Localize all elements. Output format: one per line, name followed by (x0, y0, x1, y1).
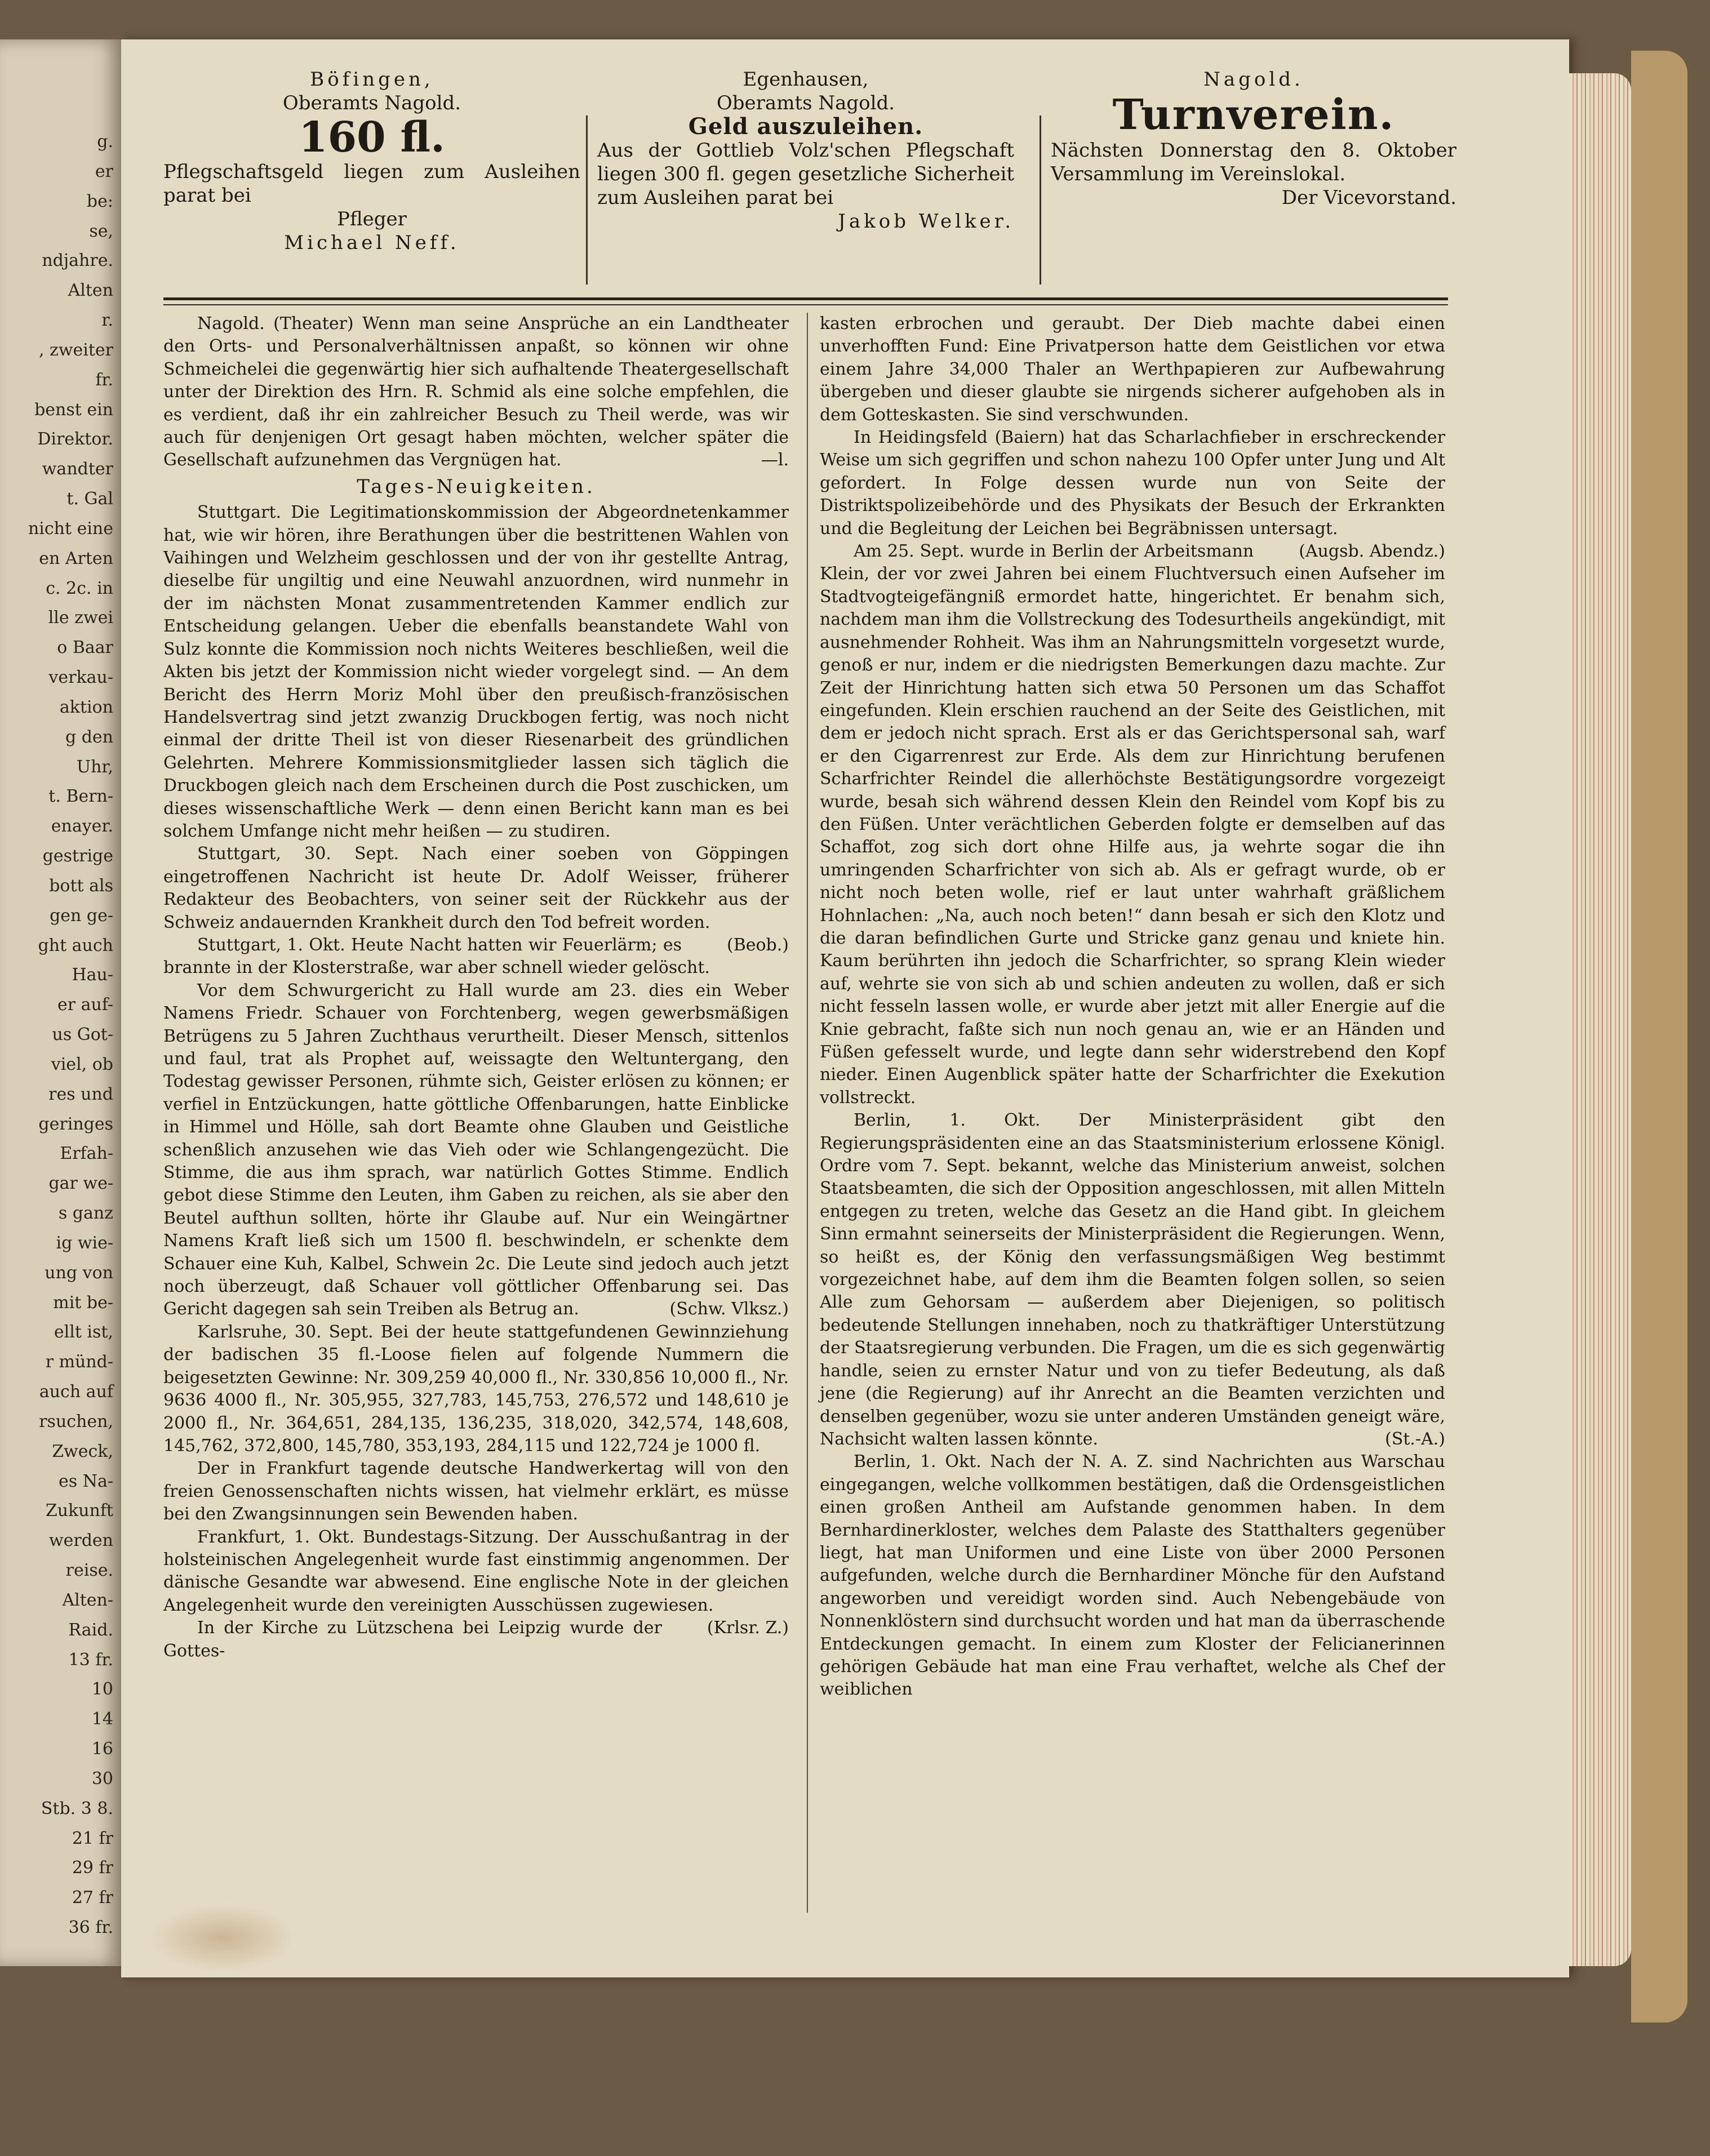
ad-headline: Geld auszuleihen. (688, 113, 923, 140)
left-page-text-fragment: gestrige (42, 846, 113, 866)
left-page-text-fragment: reise. (65, 1561, 113, 1580)
ad-signature: Jakob Welker. (838, 210, 1014, 233)
column-right (820, 313, 1445, 1701)
left-page-text-fragment: gar we- (48, 1173, 113, 1193)
left-page-text-fragment: g den (65, 727, 113, 747)
header-rule (163, 297, 1448, 300)
ad-place: Nagold. (1203, 68, 1304, 91)
left-page-text-fragment: , zweiter (38, 340, 113, 360)
column-left (163, 313, 789, 1662)
ad-place: Böfingen, (310, 68, 434, 91)
article-luetzschena-cont: kasten erbrochen und geraubt. Der Dieb machte dabei einen unverhofften Fund: Eine Privatperson hatte dem Geistlichen vor etwa einem Jahre 34,000 Thaler an Werthpapieren zur Aufbewahrung übergeben und dieser glaubte sie nirgends sicherer aufgehoben als in dem Gotteskasten. Sie sind verschwunden. (820, 314, 1445, 425)
article-source: (Beob.) (726, 935, 789, 955)
ad-role: Pfleger (337, 208, 407, 230)
article-source: —l. (761, 450, 789, 470)
left-page-text-fragment: Direktor. (37, 429, 113, 449)
left-page-text-fragment: c. 2c. in (46, 579, 113, 598)
left-page-text-fragment: ght auch (38, 936, 113, 955)
left-page-text-fragment: auch auf (39, 1382, 113, 1402)
left-page-text-fragment: 36 fr. (68, 1918, 113, 1937)
ad-turnverein (1051, 68, 1456, 210)
ad-text: Nächsten Donnerstag den 8. Oktober Versammlung im Vereinslokal. (1051, 139, 1456, 185)
left-page-text-fragment: t. Gal (66, 489, 113, 509)
left-page-text-fragment: aktion (59, 697, 113, 717)
column-divider (807, 313, 808, 1913)
left-page-text-fragment: bott als (49, 876, 113, 896)
ad-amount: 160 fl. (299, 113, 445, 162)
ad-district: Oberamts Nagold. (716, 92, 895, 114)
ad-boefingen (163, 68, 580, 255)
left-page-text-fragment: lle zwei (48, 608, 113, 628)
left-page-text-fragment: o Baar (57, 638, 113, 657)
article-text: Vor dem Schwurgericht zu Hall wurde am 23. dies ein Weber Namens Friedr. Schauer von Forchtenberg, wegen gewerbsmäßigen Betrügens zu 5 Jahren Zuchthaus verurtheilt. Dieser Mensch, sittenlos und faul, trat als Prophet auf, weissagte den Weltuntergang, den Todestag gewisser Personen, rühmte sich, Geister erlösen zu können; er verfiel in Entzückungen, hatte göttliche Offenbarungen, hatte Einblicke in Himmel und Hölle, sah dort Beamte ohne Glauben und Geistliche schenßlich anzusehen wie das Vieh oder wie Schlangengezücht. Die Stimme, die aus ihm sprach, war natürlich Gottes Stimme. Endlich gebot diese Stimme den Leuten, ihm Gaben zu reichen, als sie aber den Beutel aufthun sollten, hörte ihr Glaube auf. Nur ein Weingärtner Namens Kraft ließ sich um 1500 fl. beschwindeln, er schenkte dem Schauer eine Kuh, Kalbel, Schwein 2c. Die Leute sind jedoch auch jetzt noch überzeugt, daß Schauer voll göttlicher Offenbarung sei. Das Gericht dagegen sah sein Treiben als Betrug an. (163, 980, 789, 1319)
left-page-text-fragment: es Na- (59, 1472, 113, 1491)
left-page-text-fragment: Uhr, (76, 757, 113, 777)
left-page-text-fragment: Erfah- (60, 1144, 113, 1163)
left-page-text-fragment: us Got- (52, 1025, 113, 1044)
left-page-text-fragment: en Arten (39, 549, 113, 568)
left-page-text-fragment: geringes (38, 1114, 113, 1134)
left-page-text-fragment: ung von (45, 1263, 113, 1283)
left-page-text-fragment: ig wie- (56, 1233, 113, 1253)
left-page-text-fragment: mit be- (53, 1293, 113, 1313)
left-page-text-fragment: werden (48, 1531, 113, 1550)
article-source: (Augsb. Abendz.) (1299, 541, 1445, 562)
left-page-text-fragment: s ganz (58, 1203, 113, 1223)
ad-headline: Turnverein. (1112, 91, 1395, 139)
ad-signature: Michael Neff. (284, 232, 460, 254)
left-page-text-fragment: gen ge- (50, 906, 113, 926)
left-page-text-fragment: t. Bern- (48, 786, 113, 806)
ad-text: Pflegschaftsgeld liegen zum Ausleihen parat bei (163, 161, 580, 207)
left-page-text-fragment: 29 fr (72, 1858, 113, 1878)
left-page-text-fragment: er (95, 162, 113, 181)
left-page-text-fragment: fr. (95, 370, 113, 390)
left-page-text-fragment: Alten- (62, 1590, 113, 1610)
article-karlsruhe-lottery: Karlsruhe, 30. Sept. Bei der heute stattgefundenen Gewinnziehung der badischen 35 fl.-Loose fielen auf folgende Nummern die beigesetzten Gewinne: Nr. 309,259 40,000 fl., Nr. 330,856 10,000 fl., Nr. 9636 4000 fl., Nr. 305,955, 327,783, 145,753, 276,572 und 148,610 je 2000 fl., Nr. 364,651, 284,135, 136,235, 318,020, 342,574, 148,608, 145,762, 372,800, 145,780, 353,193, 284,115 und 122,724 je 1000 fl. (163, 1322, 789, 1456)
ad-place: Egenhausen, (743, 68, 869, 91)
article-stuttgart-weisser (163, 843, 789, 955)
article-source: (Schw. Vlksz.) (669, 1299, 789, 1319)
left-page-text-fragment: Stb. 3 8. (41, 1799, 113, 1819)
ad-divider (1040, 115, 1041, 284)
left-page-text-fragment: verkau- (48, 668, 113, 687)
left-page-text-fragment: benst ein (34, 400, 113, 420)
left-page-text-fragment: 27 fr (72, 1888, 113, 1908)
left-page-text-fragment: ndjahre. (42, 251, 113, 270)
left-page-text-fragment: res und (48, 1084, 113, 1104)
article-berlin-ministry (820, 1109, 1445, 1451)
left-page-text-fragment: nicht eine (28, 519, 113, 539)
article-berlin-warsaw: Berlin, 1. Okt. Nach der N. A. Z. sind Nachrichten aus Warschau eingegangen, welche vollkommen bestätigen, daß die Ordensgeistlichen einen großen Antheil am Aufstande genommen haben. In dem Bernhardinerkloster, welches dem Palaste des Statthalters gegenüber liegt, hat man Uniformen und eine Liste von über 2000 Personen aufgefunden, welche durch die Bernhardiner Mönche für den Aufstand angeworben und vereidigt worden sind. Auch Nebengebäude von Nonnenklöstern sind durchsucht worden und hat man da überraschende Entdeckungen gemacht. In einem zum Kloster der Felicianerinnen gehörigen Gebäude hat man eine Frau verhaftet, welche als Chef der weiblichen (820, 1452, 1445, 1700)
left-page-fragment (0, 39, 121, 1966)
ad-egenhausen (597, 68, 1014, 233)
left-page-text-fragment: Zweck, (52, 1442, 113, 1461)
left-page-text-fragment: enayer. (51, 816, 113, 836)
article-luetzschena: In der Kirche zu Lützschena bei Leipzig wurde der Gottes- (163, 1618, 662, 1661)
left-page-text-fragment: Raid. (68, 1620, 113, 1640)
paper-stain (149, 1904, 296, 1972)
left-page-text-fragment: ellt ist, (54, 1322, 113, 1342)
article-text: Stuttgart, 30. Sept. Nach einer soeben von Göppingen eingetroffenen Nachricht ist heute Dr. Adolf Weisser, früherer Redakteur des Beobachters, von seiner seit der Rückkehr aus der Schweiz andauernden Krankheit durch den Tod befreit worden. (163, 844, 789, 932)
left-page-text-fragment: rsuchen, (39, 1412, 113, 1432)
article-text: Frankfurt, 1. Okt. Bundestags-Sitzung. Der Ausschußantrag in der holsteinischen Angelegenheit wurde fast einstimmig angenommen. Der dänische Gesandte war abwesend. Eine englische Note in der gleichen Angelegenheit wurde den vereinigten Ausschüssen zugewiesen. (163, 1527, 789, 1615)
article-stuttgart-commission: Stuttgart. Die Legitimationskommission der Abgeordnetenkammer hat, wie wir hören, ihre Berathungen über die bestrittenen Wahlen von Vaihingen und Welzheim geschlossen und der von ihr gestellte Antrag, dieselbe für ungiltig und eine Neuwahl anzuordnen, wird nunmehr in der im nächsten Monat zusammentretenden Kammer endlich zur Entscheidung gelangen. Ueber die ebenfalls beanstandete Wahl von Sulz konnte die Kommission noch nichts Weiteres beschließen, weil die Akten bis jetzt der Kommission nicht wieder vorgelegt sind. — An dem Bericht des Herrn Moriz Mohl über den preußisch-französischen Handelsvertrag sind jetzt zwanzig Druckbogen fertig, was noch nicht einmal der dritte Theil ist von dieser Riesenarbeit des gründlichen Gelehrten. Mehrere Kommissionsmitglieder lassen sich täglich die Druckbogen gleich nach dem Erscheinen durch die Post zuschicken, um dieses wissenschaftliche Werk — denn einen Bericht kann man es bei solchem Umfange nicht mehr heißen — zu studiren. (163, 503, 789, 841)
left-page-text-fragment: Zukunft (45, 1501, 113, 1521)
article-source: (St.-A.) (1385, 1429, 1445, 1449)
left-page-text-fragment: 13 fr. (68, 1650, 113, 1670)
left-page-text-fragment: 14 (91, 1709, 113, 1729)
left-page-text-fragment: g. (97, 132, 113, 152)
article-frankfurt-handwerkertag: Der in Frankfurt tagende deutsche Handwerkertag will von den freien Genossenschaften nichts wissen, hat vielmehr erklärt, es müsse bei den Zwangsinnungen sein Bewenden haben. (163, 1459, 789, 1524)
article-hall-court (163, 980, 789, 1321)
left-page-text-fragment: r. (101, 310, 113, 330)
article-frankfurt-bundestag (163, 1526, 789, 1638)
left-page-text-fragment: be: (86, 192, 113, 211)
header-rule-thin (163, 304, 1448, 305)
left-page-text-fragment: wandter (42, 459, 113, 479)
book-binding (1631, 51, 1687, 2022)
left-page-text-fragment: 10 (91, 1679, 113, 1699)
article-source: (Krlsr. Z.) (707, 1618, 789, 1638)
left-page-text-fragment: r münd- (45, 1352, 113, 1372)
page-edges (1569, 73, 1631, 1966)
ad-district: Oberamts Nagold. (282, 92, 461, 114)
ad-signature: Der Vicevorstand. (1281, 186, 1456, 209)
left-page-text-fragment: Hau- (72, 965, 113, 985)
left-page-text-fragment: se, (89, 221, 113, 241)
article-heidingsfeld (820, 426, 1445, 562)
article-text: Nagold. (Theater) Wenn man seine Ansprüche an ein Landtheater den Orts- und Personalverhältnissen anpaßt, so können wir ohne Schmeichelei die gegenwärtig hier sich aufhaltende Theatergesellschaft unter der Direktion des Hrn. R. Schmid als eine solche empfehlen, die es verdient, daß ihr ein zahlreicher Besuch zu Theil werde, was wir auch für denjenigen Ort gesagt haben möchten, welcher später die Gesellschaft aufzunehmen das Vergnügen hat. (163, 314, 789, 470)
article-text: Berlin, 1. Okt. Der Ministerpräsident gibt den Regierungspräsidenten eine an das Staatsministerium erlossene Königl. Ordre vom 7. Sept. bekannt, welche das Ministerium anweist, solchen Staatsbeamten, die sich der Opposition angeschlossen, mit allen Mitteln entgegen zu treten, welche das Gesetz an die Hand gibt. In gleichem Sinn ermahnt seinerseits der Ministerpräsident die Regierungen. Wenn, so heißt es, der König den verfassungsmäßigen Weg bestimmt vorgezeichnet habe, auf dem ihm die Beamten folgen sollen, so seien Alle zum Gehorsam — außerdem aber Diejenigen, so politisch bedeutende Stellungen innehaben, noch zu thatkräftiger Unterstützung der Staatsregierung verbunden. Die Fragen, um die es sich gegenwärtig handle, seien zu ernster Natur und von zu tiefer Bedeutung, als daß jene (die Regierung) auf ihr Anrecht an die Beamten verzichten und denselben gegenüber, wozu sie unter anderen Umständen geneigt wäre, Nachsicht walten lassen könnte. (820, 1110, 1445, 1449)
article-text: In Heidingsfeld (Baiern) hat das Scharlachfieber in erschreckender Weise um sich gegriffen und schon nahezu 100 Opfer unter Jung und Alt gefordert. In Folge dessen wurde nun von Seite der Distriktspolizeibehörde und des Physikats der Besuch der Erkrankten und die Begleitung der Leichen bei Begräbnissen untersagt. (820, 428, 1445, 539)
article-nagold-theater (163, 313, 789, 472)
left-page-text-fragment: viel, ob (51, 1055, 113, 1074)
left-page-text-fragment: 30 (91, 1769, 113, 1789)
article-stuttgart-fire: Stuttgart, 1. Okt. Heute Nacht hatten wir Feuerlärm; es brannte in der Klosterstraße, war aber schnell wieder gelöscht. (163, 935, 710, 978)
left-page-text-fragment: er auf- (57, 995, 113, 1015)
left-page-text-fragment: 21 fr (72, 1829, 113, 1848)
left-page-text-fragment: 16 (91, 1739, 113, 1759)
section-heading: Tages-Neuigkeiten. (357, 475, 596, 498)
ad-divider (586, 115, 588, 284)
article-berlin-execution: Am 25. Sept. wurde in Berlin der Arbeitsmann Klein, der vor zwei Jahren bei einem Fluchtversuch einen Aufseher im Stadtvogteigefängniß ermordet hatte, hingerichtet. Er benahm sich, nachdem man ihm die Vollstreckung des Todesurtheils angekündigt, mit ausnehmender Rohheit. Was ihm an Nahrungsmitteln vorgesetzt wurde, genoß er nur, indem er die niedrigsten Bemerkungen dazu machte. Zur Zeit der Hinrichtung hatten sich etwa 50 Personen um das Schaffot eingefunden. Klein erschien rauchend an der Seite des Geistlichen, mit dem er jedoch nicht sprach. Erst als er das Gerichtspersonal sah, warf er den Cigarrenrest zur Erde. Als dem zur Hinrichtung berufenen Scharfrichter Reindel die allerhöchste Bestätigungsordre vorgezeigt wurde, besah sich während dessen Klein den Reindel vom Kopf bis zu den Füßen. Unter verächtlichen Geberden folgte er demselben auf das Schaffot, zog sich dort ohne Hilfe aus, ja wehrte sogar die ihn umringenden Scharfrichter von sich ab. Als er gefragt wurde, ob er nicht noch beten wolle, rief er laut unter wahrhaft gräßlichem Hohnlachen: „Na, auch noch beten!“ dann besah er sich den Klotz und die daran befindlichen Gurte und Stricke ganz genau und kniete hin. Kaum berührten ihn jedoch die Scharfrichter, so sprang Klein wieder auf, wehrte sie von sich ab und schien andeuten zu wollen, daß er sich nicht fesseln lassen wolle, er wurde aber jetzt mit aller Energie auf die Knie gebracht, faßte sich nun noch genau an, wie er an Händen und Füßen gefesselt wurde, und legte dann sehr widerstrebend den Kopf nieder. Einen Augenblick später hatte der Scharfrichter die Exekution vollstreckt. (820, 541, 1445, 1108)
left-page-text-fragment: Alten (68, 281, 113, 300)
ad-text: Aus der Gottlieb Volz'schen Pflegschaft liegen 300 fl. gegen gesetzliche Sicherheit zum Ausleihen parat bei (597, 139, 1014, 209)
